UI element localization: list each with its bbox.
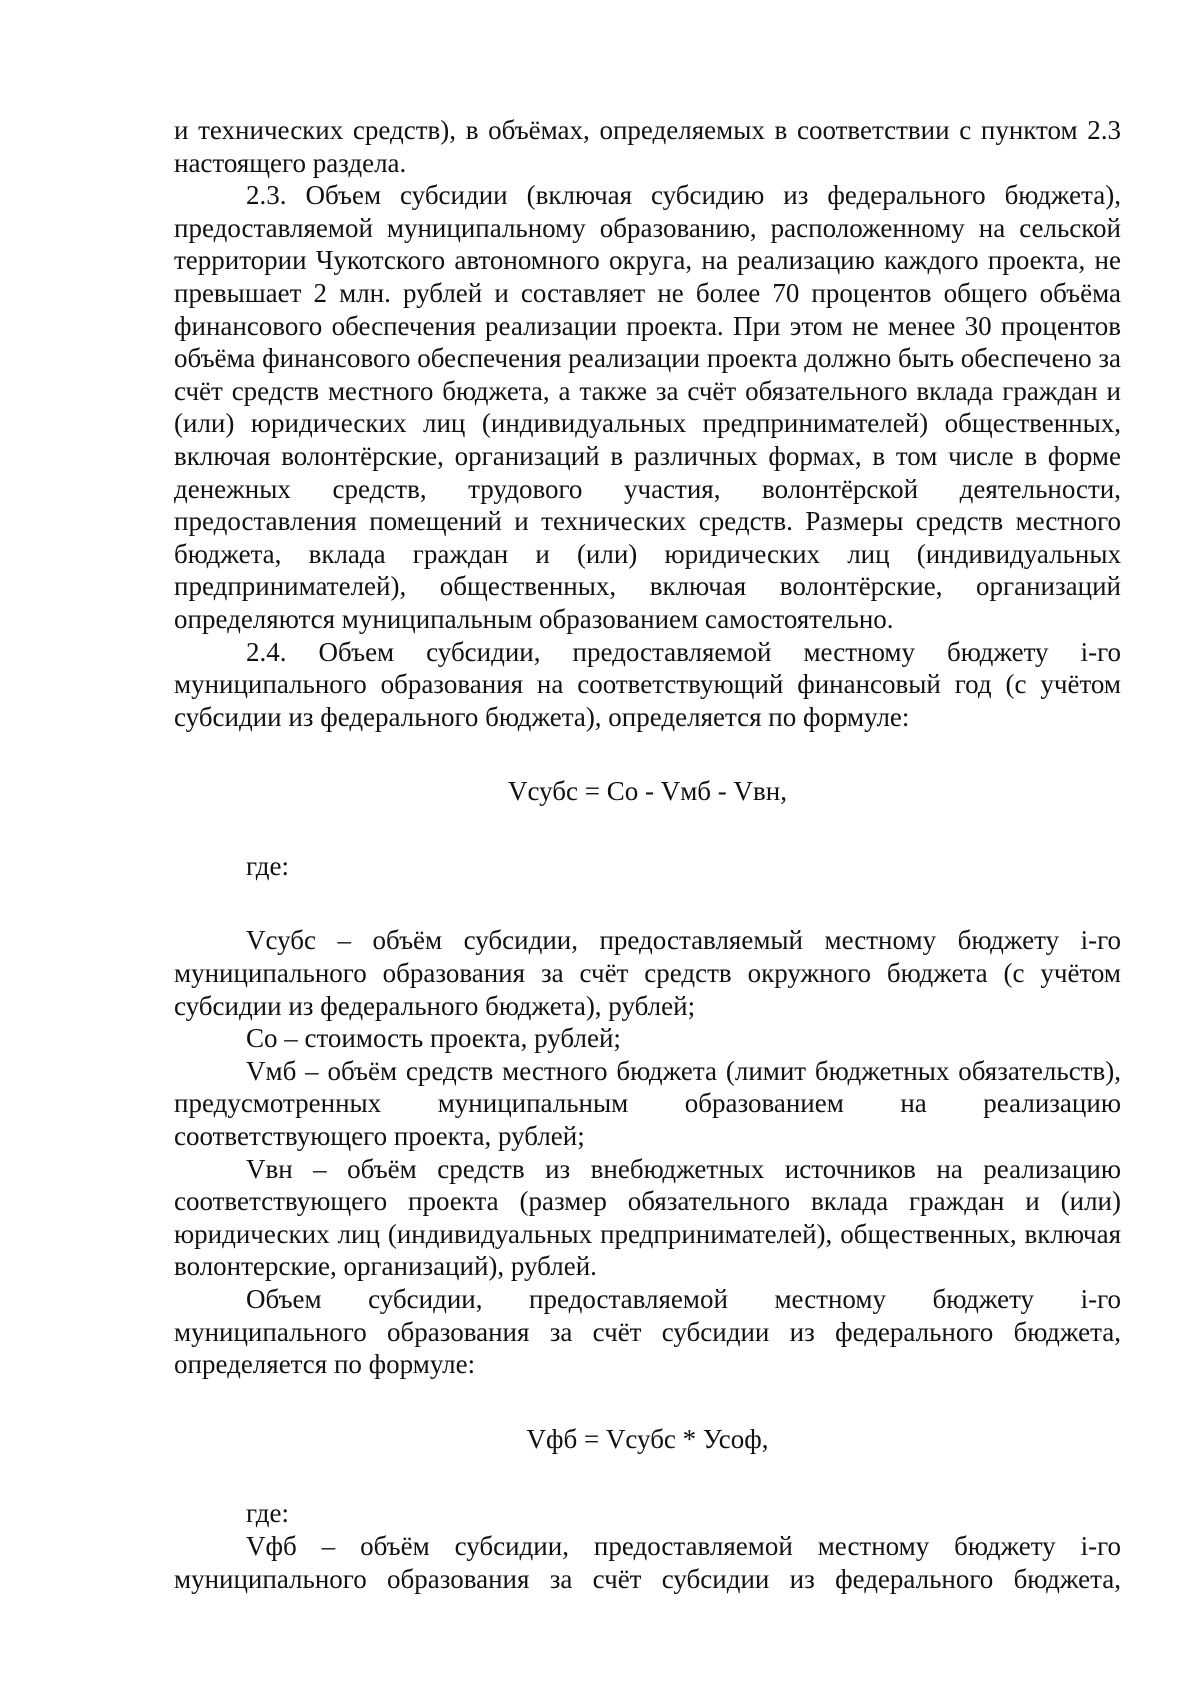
federal-subsidy-paragraph: Объем субсидии, предоставляемой местному бюджету i-го муниципального образования за счёт субсидии из федерального бюджета, определяется по формуле: (174, 1284, 1121, 1380)
subsidy-formula: Vсубс = Со - Vмб - Vвн, (508, 776, 787, 807)
definition-vmb: Vмб – объём средств местного бюджета (лимит бюджетных обязательств), предусмотренных муниципальным образованием на реализацию соответствующего проекта, рублей; (174, 1055, 1121, 1152)
definition-vfb: Vфб – объём субсидии, предоставляемой местному бюджету i-го муниципального образования за счёт субсидии из федерального бюджета, (174, 1530, 1121, 1594)
definition-vsubs: Vсубс – объём субсидии, предоставляемый местному бюджету i-го муниципального образования за счёт средств окружного бюджета (с учётом субсидии из федерального бюджета), рублей; (174, 925, 1121, 1021)
definition-co: Со – стоимость проекта, рублей; (246, 1023, 621, 1054)
document-page (174, 114, 1121, 1595)
intro-paragraph: и технических средств), в объёмах, определяемых в соответствии с пунктом 2.3 настоящего раздела. (174, 115, 1121, 178)
where-label-2: где: (246, 1498, 289, 1529)
federal-subsidy-formula: Vфб = Vсубс * Усоф, (526, 1423, 769, 1454)
clause-2-4-paragraph: 2.4. Объем субсидии, предоставляемой местному бюджету i-го муниципального образования на соответствующий финансовый год (с учётом субсидии из федерального бюджета), определяется по формуле: (174, 636, 1121, 732)
clause-2-3-paragraph: 2.3. Объем субсидии (включая субсидию из федерального бюджета), предоставляемой муниципальному образованию, расположенному на сельской территории Чукотского автономного округа, на реализацию каждого проекта, не превышает 2 млн. рублей и составляет не более 70 процентов общего объёма финансового обеспечения реализации проекта. При этом не менее 30 процентов объёма финансового обеспечения реализации проекта должно быть обеспечено за счёт средств местного бюджета, а также за счёт обязательного вклада граждан и (или) юридических лиц (индивидуальных предпринимателей) общественных, включая волонтёрские, организаций в различных формах, в том числе в форме денежных средств, трудового участия, волонтёрской деятельности, предоставления помещений и технических средств. Размеры средств местного бюджета, вклада граждан и (или) юридических лиц (индивидуальных предпринимателей), общественных, включая волонтёрские, организаций определяются муниципальным образованием самостоятельно. (174, 180, 1121, 634)
definition-vvn: Vвн – объём средств из внебюджетных источников на реализацию соответствующего проекта (размер обязательного вклада граждан и (или) юридических лиц (индивидуальных предпринимателей), общественных, включая волонтерские, организаций), рублей. (174, 1153, 1121, 1282)
where-label-1: где: (246, 850, 289, 881)
